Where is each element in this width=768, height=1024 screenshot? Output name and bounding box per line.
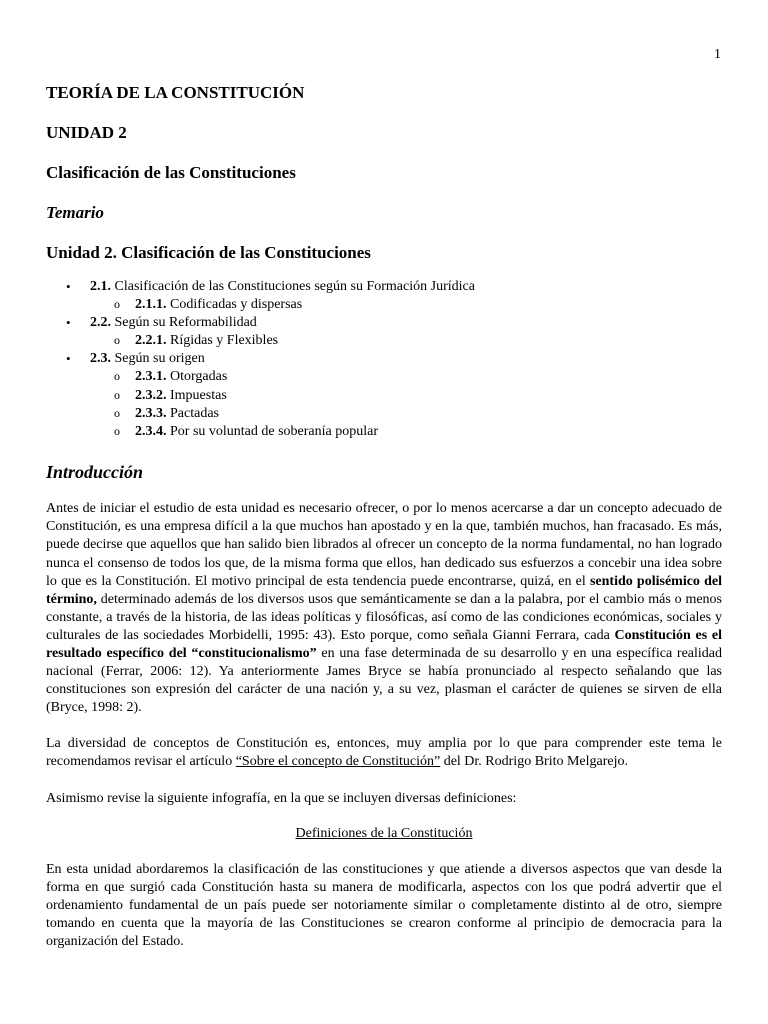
topic-number: 2.2.: [90, 315, 111, 331]
topic-text: Según su origen: [111, 351, 205, 367]
page-number: 1: [714, 47, 721, 62]
subtopic-item: [90, 368, 722, 386]
intro-paragraph-4: En esta unidad abordaremos la clasificación de las constituciones y que atiende a diversos aspectos que van desde la forma en que surgió cada Constitución hasta su manera de modificarla, aspectos con los que podrá advertir que el ordenamiento fundamental de un país puede ser notoriamente similar o completamente distinto al de otro, siempre tomando en cuenta que la mayoría de las Constituciones se crearon conforme al principio de democracia para la organización del Estado.: [46, 861, 722, 949]
intro-paragraph-2: [46, 735, 722, 771]
bold-phrase: sentido polisémico del término,: [46, 573, 722, 607]
temario-heading: Unidad 2. Clasificación de las Constituciones: [46, 243, 371, 262]
subtopic-text: Rígidas y Flexibles: [166, 333, 279, 349]
subtopic-item: [90, 296, 722, 314]
topic-text: Clasificación de las Constituciones según su Formación Jurídica: [111, 279, 475, 294]
infographic-link[interactable]: Definiciones de la Constitución: [295, 825, 473, 841]
intro-paragraph-3: Asimismo revise la siguiente infografía, en la que se incluyen diversas definiciones:: [46, 790, 517, 806]
paragraph-text: La diversidad de conceptos de Constitución es, entonces, muy amplia por lo que para comprender este tema le recomendamos revisar el artículo: [46, 736, 722, 770]
subtopic-number: 2.3.2.: [135, 387, 167, 403]
unit-heading: UNIDAD 2: [46, 123, 127, 142]
paragraph-text: determinado además de los diversos usos que semánticamente se dan a la palabra, por el cambio más o menos constante, a través de la historia, de las ideas políticas y filosóficas, así como de las condiciones económicas, sociales y culturales de las sociedades Morbidelli, 1995: 43). Esto porque, como señala Gianni Ferrara, cada: [46, 591, 722, 643]
subtopic-text: Codificadas y dispersas: [166, 297, 303, 312]
topic-list: [46, 278, 722, 441]
intro-paragraph-1: [46, 500, 722, 717]
bold-phrase: Constitución es el resultado específico del “constitucionalismo”: [46, 627, 722, 661]
temario-label: Temario: [46, 203, 104, 222]
subtopic-text: Otorgadas: [166, 369, 228, 385]
subtopic-item: [90, 405, 722, 423]
subtopic-list: [90, 332, 722, 350]
subtopic-number: 2.2.1.: [135, 333, 167, 349]
paragraph-text: en una fase determinada de su desarrollo y en una específica realidad nacional (Ferrar, 2006: 12). Ya anteriormente James Bryce se había pronunciado al respecto señalando que las constituciones son expresión del carácter de una nación y, a su vez, plasman el carácter de quienes se sirven de ella (Bryce, 1998: 2).: [46, 645, 722, 716]
topic-item: [46, 278, 722, 314]
subtopic-number: 2.3.1.: [135, 369, 167, 385]
topic-text: Según su Reformabilidad: [111, 315, 257, 331]
topic-item: [46, 350, 722, 441]
topic-item: [46, 314, 722, 350]
subtopic-number: 2.3.3.: [135, 405, 167, 421]
subtopic-number: 2.1.1.: [135, 297, 167, 312]
document-title: TEORÍA DE LA CONSTITUCIÓN: [46, 83, 305, 102]
subtopic-item: [90, 332, 722, 350]
topic-number: 2.3.: [90, 351, 111, 367]
subtopic-number: 2.3.4.: [135, 424, 167, 440]
subtopic-item: [90, 387, 722, 405]
infographic-link-wrapper: [46, 825, 722, 843]
subtopic-list: [90, 368, 722, 441]
article-link[interactable]: “Sobre el concepto de Constitución”: [235, 754, 441, 770]
subtopic-text: Pactadas: [166, 405, 219, 421]
document-body: [46, 82, 722, 951]
topic-number: 2.1.: [90, 279, 111, 294]
subtopic-list: [90, 296, 722, 314]
paragraph-text: del Dr. Rodrigo Brito Melgarejo.: [440, 754, 629, 770]
subtopic-text: Por su voluntad de soberanía popular: [166, 424, 379, 440]
introduction-heading: Introducción: [46, 462, 144, 483]
subtopic-text: Impuestas: [166, 387, 227, 403]
subtopic-item: [90, 423, 722, 441]
unit-subtitle: Clasificación de las Constituciones: [46, 163, 296, 182]
paragraph-text: Antes de iniciar el estudio de esta unidad es necesario ofrecer, o por lo menos acercarse a dar un concepto adecuado de Constitución, es una empresa difícil a la que muchos han apostado y en la que, también muchos, han fracasado. Es más, puede decirse que aquellos que han salido bien librados al ofrecer un concepto de la norma fundamental, no han logrado nunca el consenso de todos los que, de la misma forma que ellos, han dedicado sus esfuerzos a concebir una idea sobre lo que es la Constitución. El motivo principal de esta tendencia puede encontrarse, quizá, en el: [46, 501, 722, 589]
